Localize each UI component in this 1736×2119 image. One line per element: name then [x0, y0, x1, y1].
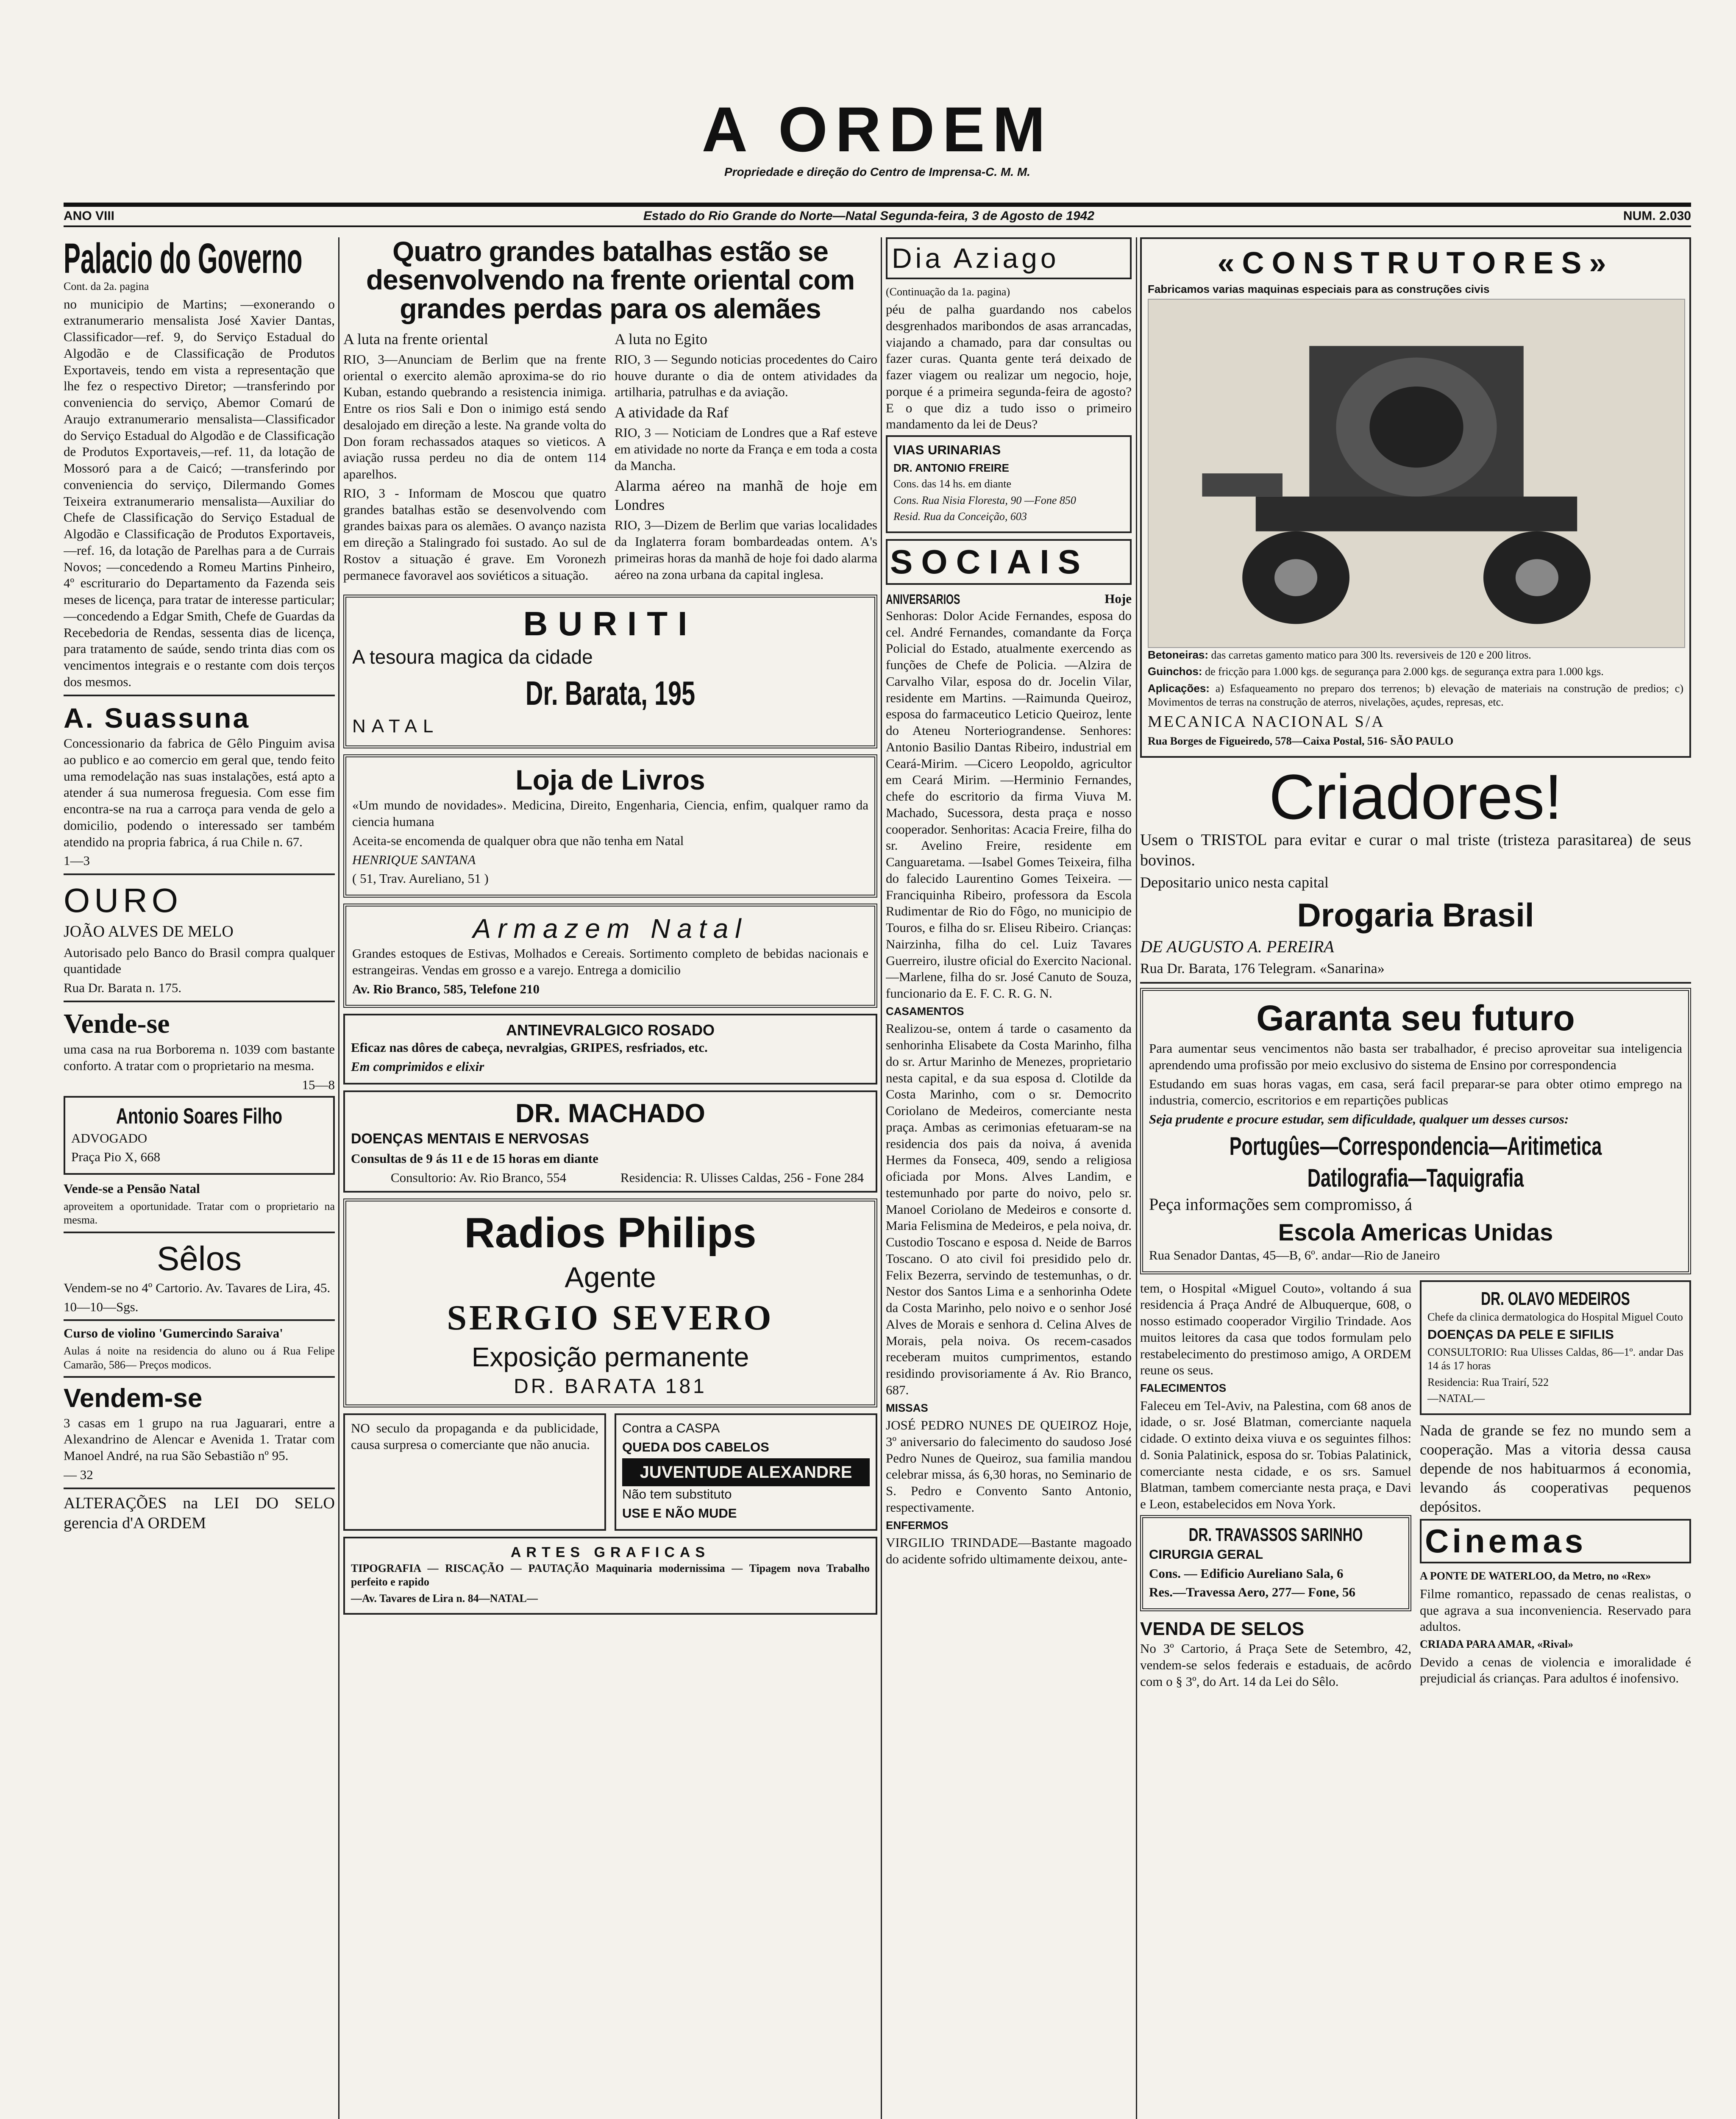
- divider: [1140, 982, 1691, 984]
- masthead: [64, 94, 1691, 179]
- antinevralgico-ad: [343, 1014, 877, 1085]
- mecanica-address: Rua Borges de Figueiredo, 578—Caixa Postal, 516- SÃO PAULO: [1148, 735, 1454, 747]
- venda-selos-text: No 3º Cartorio, á Praça Sete de Setembro, 42, vendem-se selos federais e estaduais, de acôrdo com o § 3º, do Art. 14 da Lei do Sêlo.: [1140, 1641, 1411, 1689]
- juventude-brand: JUVENTUDE ALEXANDRE: [622, 1458, 870, 1486]
- cooperativa-text: Nada de grande se fez no mundo sem a cooperação. Mas a vitoria dessa causa depende de nos habituarmos á economia, levando ás cooperativas pequenos depósitos.: [1420, 1421, 1691, 1515]
- alteracoes-text: ALTERAÇÕES na LEI DO SELO gerencia d'A ORDEM: [64, 1494, 335, 1532]
- olavo-consultorio: CONSULTORIO: Rua Ulisses Caldas, 86—1º. andar Das 14 ás 17 horas: [1427, 1346, 1683, 1372]
- suassuna-headline: A. Suassuna: [64, 702, 250, 734]
- philips-agent-label: Agente: [565, 1261, 656, 1294]
- machado-specialty: DOENÇAS MENTAIS E NERVOSAS: [351, 1131, 589, 1147]
- cinemas-film-2: CRIADA PARA AMAR, «Rival»: [1420, 1638, 1574, 1650]
- drogaria-owner: DE AUGUSTO A. PEREIRA: [1140, 937, 1334, 956]
- divider: [64, 1319, 335, 1321]
- small-ads-row: [343, 1413, 877, 1537]
- aplicacoes-line: [1148, 681, 1683, 709]
- loja-owner: HENRIQUE SANTANA: [352, 852, 476, 867]
- enfermos-label: ENFERMOS: [886, 1518, 949, 1532]
- concrete-mixer-illustration: [1148, 299, 1685, 648]
- garanta-title: Garanta seu futuro: [1256, 998, 1575, 1038]
- divider: [64, 1376, 335, 1378]
- buriti-address: Dr. Barata, 195: [525, 674, 696, 712]
- aziago-continuation: (Continuação da 1a. pagina): [886, 285, 1010, 298]
- guinchos-line: [1148, 665, 1683, 679]
- column-rule: [1136, 237, 1137, 2119]
- missas-text: JOSÉ PEDRO NUNES DE QUEIROZ Hoje, 3º aniversario do falecimento do saudoso José Pedro Nunes de Queiroz, sua familia mandou celebrar missa, ás 6,30 horas, no Seminario de S. Pedro e Convento Santo Antonio, respectivamente.: [886, 1418, 1132, 1515]
- artes-graficas-ad: [343, 1537, 877, 1615]
- antinevralgico-title: ANTINEVRALGICO ROSADO: [506, 1021, 715, 1039]
- propaganda-box: [343, 1413, 606, 1531]
- subhead-london-alarm: Alarma aéreo na manhã de hoje em Londres: [615, 477, 877, 514]
- olavo-city: —NATAL—: [1427, 1392, 1485, 1405]
- criadores-title: Criadores!: [1269, 761, 1562, 832]
- enfermos-text: VIRGILIO TRINDADE—Bastante magoado do acidente sofrido ultimamente deixou, ante-: [886, 1535, 1132, 1566]
- betoneiras-label: Betoneiras:: [1148, 648, 1209, 661]
- subhead-raf: A atividade da Raf: [615, 404, 729, 421]
- divider: [64, 1232, 335, 1233]
- garanta-courses-2: Datilografia—Taquigrafia: [1307, 1163, 1524, 1192]
- ouro-address: Rua Dr. Barata n. 175.: [64, 980, 182, 995]
- philips-exposition: Exposição permanente: [471, 1342, 749, 1373]
- vende-headline: Vende-se: [64, 1008, 170, 1039]
- col4-bottom-left: [1140, 1280, 1411, 1693]
- machado-residencia: Residencia: R. Ulisses Caldas, 256 - Fone 284: [620, 1170, 864, 1185]
- pensao-headline: Vende-se a Pensão Natal: [64, 1181, 200, 1196]
- newspaper-subtitle: Propriedade e direção do Centro de Imprensa-C. M. M.: [724, 165, 1030, 178]
- violino-headline: Curso de violino 'Gumercindo Saraiva': [64, 1326, 283, 1341]
- palacio-text: no municipio de Martins; —exonerando o extranumerario mensalista José Xavier Dantas, Classificador—ref. 9, do Serviço Estadual do Algodão e de Classificação de Produtos Exportaveis, tendo em vista a representação que lhe fez o respectivo Diretor; —transferindo por conveniencia do serviço, Abemor Comarú de Araujo extranumerario mensalista—Classificador do Serviço Estadual do Algodão e de Classificação de Produtos Exportaveis,—ref. 11, da lotação de Mossoró para a de Caicó; —transferindo por conveniencia do serviço, Dilermando Gomes Teixeira extranumerario mensalista—Auxiliar do Chefe de Classificação do Serviço Estadual de Algodão e Classificação de Produtos Exportaveis,—ref. 16, da lotação de Parelhas para a de Currais Novos; —concedendo a Romeu Martins Pinheiro, 4º escriturario do Departamento da Fazenda seis meses de licença, para tratar de interesse particular; —concedendo a Edgar Smith, Chefe de Guardas da Recebedoria de Rendas, sessenta dias de licença, para tratamento de saúde, sendo trinta dias com os vencimentos integrais e o restante com dois terços dos mesmos.: [64, 296, 335, 689]
- casamentos-label: CASAMENTOS: [886, 1004, 964, 1018]
- buriti-title: BURITI: [523, 605, 698, 643]
- volume-label: ANO VIII: [64, 209, 115, 223]
- construtores-title: «CONSTRUTORES»: [1217, 246, 1614, 280]
- selos-ref: 10—10—Sgs.: [64, 1299, 139, 1314]
- ouro-headline: OURO: [64, 882, 182, 919]
- newspaper-page: [64, 25, 1691, 2119]
- artes-title: ARTES GRAFICAS: [510, 1544, 710, 1561]
- col4-bottom-right: [1420, 1280, 1691, 1693]
- guinchos-label: Guinchos:: [1148, 665, 1202, 678]
- column-4: [1140, 237, 1691, 2119]
- artes-address: —Av. Tavares de Lira n. 84—NATAL—: [351, 1592, 538, 1605]
- war-news: [343, 330, 877, 587]
- philips-agent-name: SERGIO SEVERO: [447, 1298, 774, 1338]
- artes-text: TIPOGRAFIA — RISCAÇÃO — PAUTAÇÃO Maquinaria modernissima — Tipagem nova Trabalho perfeito e rapido: [351, 1562, 870, 1588]
- subhead-egypt: A luta no Egito: [615, 330, 707, 348]
- dr-machado-ad: [343, 1090, 877, 1193]
- dateline: [64, 203, 1691, 227]
- divider: [64, 873, 335, 875]
- sociais-text: Senhoras: Dolor Acide Fernandes, esposa do cel. André Fernandes, comandante da Força Policial do Estado, atualmente exercendo as funções de Chefe de Policia. —Alzira de Carvalho Vilar, esposa do dr. Jocelin Vilar, residente em Martins. —Raimunda Queiroz, esposa do farmaceutico Leticio Queiroz, lente do Ateneu Norteriograndense. Senhores: Antonio Basilio Dantas Ribeiro, industrial em Ceará-Mirim. —Cicero Leopoldo, agricultor em Ceará Mirim. —Herminio Fernandes, chefe do escritorio da firma Viuva M. Machado, Sucessora, desta praça e nosso cooperador. Senhoritas: Acacia Freire, filha do sr. Avelino Freire, residente em Canguaretama. —Isabel Gomes Teixeira, filha do falecido Laurentino Gomes Teixeira. —Franciquinha Ribeiro, professora da Escola Rudimentar de Rio do Fôgo, no municipio de Touros, e filha do sr. Eliseu Ribeiro. Crianças: Nairzinha, filha do cel. Luiz Tavares Guerreiro, ilustre oficial do Exercito Nacional. —Marlene, filha do sr. José Canuto de Souza, funcionario da E. F. C. R. G. N.: [886, 608, 1132, 1001]
- machado-title: DR. MACHADO: [515, 1098, 705, 1128]
- cinemas-film-1: A PONTE DE WATERLOO, da Metro, no «Rex»: [1420, 1570, 1651, 1582]
- buriti-tagline: A tesoura magica da cidade: [352, 646, 593, 668]
- palacio-continuation: Cont. da 2a. pagina: [64, 280, 149, 292]
- eastern-front-text: RIO, 3—Anunciam de Berlim que na frente oriental o exercito alemão aproxima-se do rio Kuban, estando quebrando a resistencia inimiga. Entre os rios Sali e Don o inimigo está sendo desalojado em direção a leste. Na grande volta do Don foram rechassados ataques so vieticos. A aviação russa perdeu no dia de ontem 114 aparelhos.: [343, 351, 606, 482]
- garanta-futuro-ad: [1140, 988, 1691, 1274]
- construtores-subtitle: Fabricamos varias maquinas especiais para as construções civis: [1148, 283, 1490, 295]
- mecanica-name: MECANICA NACIONAL S/A: [1148, 712, 1385, 731]
- aziago-text: péu de palha guardando nos cabelos desgrenhados maribondos de asas arrancadas, viajando a chamado, para dar consultas ou fazer curas. Quanta gente terá deixado de fazer viagem ou realizar um negocio, hoje, porque é a primeira segunda-feira de agosto? E o que diz a tudo isso o primeiro mandamento da lei de Deus?: [886, 302, 1132, 432]
- vende-ref: 15—8: [302, 1077, 335, 1092]
- suassuna-text: Concessionario da fabrica de Gêlo Pinguim avisa ao publico e ao comercio em geral que, tendo feito uma remodelação nas suas instalações, está apto a atender á sua numerosa freguesia. Com esse fim encontra-se na rua a carroça para venda de gelo a domicilio, podendo o interessado ser também atendido na propria fabrica, á rua Chile n. 67.: [64, 736, 335, 849]
- sociais-title-box: [886, 539, 1132, 585]
- sarinho-consultorio: Cons. — Edificio Aureliano Sala, 6: [1149, 1566, 1344, 1581]
- cinemas-review-1: Filme romantico, repassado de cenas realistas, o que agrava a sua inconveniencia. Reservado para adultos.: [1420, 1586, 1691, 1634]
- vias-urinarias-ad: [886, 435, 1132, 533]
- newspaper-title: A ORDEM: [701, 94, 1053, 165]
- venda-selos-title: VENDA DE SELOS: [1140, 1618, 1305, 1639]
- vendem-headline: Vendem-se: [64, 1384, 203, 1413]
- armazem-title: Armazem Natal: [473, 913, 748, 944]
- sociais-headline: SOCIAIS: [890, 542, 1089, 581]
- loja-text-2: Aceita-se encomenda de qualquer obra que não tenha em Natal: [352, 833, 684, 848]
- aplicacoes-label: Aplicações:: [1148, 681, 1210, 695]
- olavo-specialty: DOENÇAS DA PELE E SIFILIS: [1427, 1327, 1614, 1342]
- selos-text: Vendem-se no 4º Cartorio. Av. Tavares de Lira, 45.: [64, 1280, 331, 1295]
- philips-address: DR. BARATA 181: [514, 1375, 707, 1398]
- philips-title: Radios Philips: [464, 1209, 757, 1257]
- armazem-ad: [343, 904, 877, 1008]
- cinemas-review-2: Devido a cenas de violencia e imoralidade é prejudicial ás crianças. Para adultos é inofensivo.: [1420, 1654, 1691, 1686]
- drogaria-address: Rua Dr. Barata, 176 Telegram. «Sanarina»: [1140, 960, 1385, 976]
- divider: [64, 1488, 335, 1489]
- betoneiras-line: [1148, 648, 1683, 662]
- garanta-text-2: Estudando em suas horas vagas, em casa, será facil preparar-se para obter otimo emprego na industria, comercio, escritorios e em repartições publicas: [1149, 1076, 1682, 1108]
- aniversarios-hoje: Hoje: [1104, 591, 1132, 606]
- vias-consultorio: Cons. Rua Nisia Floresta, 90 —Fone 850: [893, 494, 1076, 506]
- cinemas-title-box: [1420, 1519, 1691, 1564]
- machado-addresses: [351, 1170, 870, 1186]
- sarinho-title: DR. TRAVASSOS SARINHO: [1188, 1524, 1363, 1545]
- eastern-front-text-2: RIO, 3 - Informam de Moscou que quatro grandes batalhas estão se desenvolvendo com grandes baixas para os alemães. O avanço nazista em direção a Stalingrado foi sustado. Ao sul de Rostov a situação é grave. Em Voronezh permanece favoravel aos soviéticos a situação.: [343, 485, 606, 583]
- radios-philips-ad: [343, 1199, 877, 1407]
- raf-text: RIO, 3 — Noticiam de Londres que a Raf esteve em atividade no norte da França e em toda a costa da Mancha.: [615, 425, 877, 473]
- vias-residencia: Resid. Rua da Conceição, 603: [893, 510, 1027, 523]
- antonio-name: Antonio Soares Filho: [116, 1104, 283, 1129]
- buriti-ad: [343, 595, 877, 748]
- casamentos-text: Realizou-se, ontem á tarde o casamento da senhorinha Elisabete da Costa Marinho, filha do sr. Artur Marinho de Menezes, proprietario nesta capital, e da sua esposa d. Clotilde da Costa Marinho, com o sr. Democrito Coriolano de Medeiros, comerciante nesta praça. Ambas as cerimonias efetuaram-se na residencia dos pais da noiva, á avenida Hermes da Fonseca, 409, sendo a religiosa oficiada por Mons. Alves Landim, e testemunhado por parte do noivo, pelo sr. Manoel Coriolano de Medeiros e consorte d. Maria Felismina de Medeiros, e pela noiva, dr. Custodio Toscano e esposa d. Neide de Barros Toscano. O ato civil foi presidido pelo dr. Felix Bezerra, servindo de testemunhas, o dr. Nestor dos Santos Lima e a senhorinha Odete da Costa Marinho, pelo noivo e o senhor José Alves de Morais e senhora d. Celina Alves de Morais, pela noiva. Os recem-casados receberam muitos cumprimentos, estando residindo provisoriamente á Av. Rio Branco, 687.: [886, 1021, 1132, 1397]
- olavo-residencia: Residencia: Rua Trairí, 522: [1427, 1376, 1549, 1388]
- aniversarios-row: [886, 591, 1132, 608]
- escola-address: Rua Senador Dantas, 45—B, 6º. andar—Rio de Janeiro: [1149, 1247, 1440, 1263]
- caspa-line-4: USE E NÃO MUDE: [622, 1505, 737, 1521]
- armazem-address: Av. Rio Branco, 585, Telefone 210: [352, 981, 540, 996]
- war-news-left: [343, 330, 606, 587]
- vias-hours: Cons. das 14 hs. em diante: [893, 478, 1012, 490]
- column-rule: [881, 237, 882, 2119]
- sarinho-specialty: CIRURGIA GERAL: [1149, 1546, 1263, 1562]
- juventude-ad: [615, 1413, 877, 1531]
- garanta-text-3: Seja prudente e procure estudar, sem dificuldade, qualquer um desses cursos:: [1149, 1112, 1569, 1126]
- col4-bottom: [1140, 1280, 1691, 1693]
- column-1: [64, 237, 335, 2119]
- falecimentos-text: Faleceu em Tel-Aviv, na Palestina, com 68 anos de idade, o sr. José Blatman, comerciante naquela cidade. O extinto deixa viuva e os seguintes filhos: d. Sonia Palatinick, esposa do sr. Tobias Palatinick, comerciante nesta cidade, e os srs. Samuel Blatman, tambem comerciante nesta praça, e Davi e Leon, estabelecidos em Nova York.: [1140, 1398, 1411, 1511]
- machado-hours: Consultas de 9 ás 11 e de 15 horas em diante: [351, 1151, 598, 1166]
- loja-title: Loja de Livros: [515, 764, 705, 795]
- egypt-text: RIO, 3 — Segundo noticias procedentes do Cairo houve durante o dia de ontem atividades da artilharia, patrulhas e da aviação.: [615, 351, 877, 400]
- construtores-ad: [1140, 237, 1691, 758]
- aniversarios-label: ANIVERSARIOS: [886, 591, 960, 607]
- concrete-mixer-drawing: [1149, 300, 1684, 647]
- escola-name: Escola Americas Unidas: [1278, 1218, 1553, 1246]
- divider: [64, 1001, 335, 1002]
- loja-address: ( 51, Trav. Aureliano, 51 ): [352, 871, 489, 886]
- garanta-courses-1: Portugûes—Correspondencia—Aritimetica: [1229, 1132, 1602, 1160]
- london-alarm-text: RIO, 3—Dizem de Berlim que varias localidades da Inglaterra foram bombardeadas ontem. A's primeiras horas da manhã de hoje foi dado alarma aéreo na zona urbana da capital inglesa.: [615, 517, 877, 582]
- issue-number: NUM. 2.030: [1623, 209, 1691, 223]
- falecimentos-label: FALECIMENTOS: [1140, 1382, 1227, 1394]
- column-2: [343, 237, 877, 2119]
- cinemas-title: Cinemas: [1425, 1522, 1587, 1560]
- ouro-text: Autorisado pelo Banco do Brasil compra qualquer quantidade: [64, 945, 335, 976]
- violino-text: Aulas á noite na residencia do aluno ou á Rua Felipe Camarão, 586— Preços modicos.: [64, 1345, 335, 1371]
- antonio-title: ADVOGADO: [71, 1130, 147, 1146]
- armazem-text: Grandes estoques de Estivas, Molhados e Cereais. Sortimento completo de bebidas nacionais e estrangeiras. Vendas em grosso e a varejo. Entrega a domicilio: [352, 946, 868, 977]
- vende-text: uma casa na rua Borborema n. 1039 com bastante conforto. A tratar com o proprietario na mesma.: [64, 1042, 335, 1073]
- vendem-text: 3 casas em 1 grupo na rua Jaguarari, entre a Alexandrino de Alencar e Avenida 1. Tratar com Manoel André, na rua São Sebastião nº 95.: [64, 1415, 335, 1463]
- antinevralgico-text-2: Em comprimidos e elixir: [351, 1059, 484, 1074]
- guinchos-text: de fricção para 1.000 kgs. de segurança para 2.000 kgs. de segurança extra para 1.000 kgs.: [1205, 665, 1604, 678]
- buriti-city: NATAL: [352, 715, 440, 737]
- palacio-headline: Palacio do Governo: [64, 237, 303, 282]
- column-rule: [338, 237, 339, 2119]
- caspa-line-3: Não tem substituto: [622, 1486, 732, 1502]
- vias-doctor: DR. ANTONIO FREIRE: [893, 461, 1010, 474]
- dr-sarinho-ad: [1140, 1515, 1411, 1611]
- vendem-ref: — 32: [64, 1467, 93, 1482]
- antinevralgico-text: Eficaz nas dôres de cabeça, nevralgias, GRIPES, resfriados, etc.: [351, 1040, 708, 1055]
- column-3: [886, 237, 1132, 2119]
- caspa-line-2: QUEDA DOS CABELOS: [622, 1440, 769, 1455]
- garanta-text-4: Peça informações sem compromisso, á: [1149, 1194, 1412, 1214]
- missas-label: MISSAS: [886, 1401, 928, 1414]
- machado-consultorio: Consultorio: Av. Rio Branco, 554: [390, 1170, 567, 1185]
- vias-title: VIAS URINARIAS: [893, 442, 1001, 457]
- ouro-owner: JOÃO ALVES DE MELO: [64, 923, 234, 940]
- issue-date: Estado do Rio Grande do Norte—Natal Segunda-feira, 3 de Agosto de 1942: [643, 209, 1094, 223]
- sarinho-residencia: Res.—Travessa Aero, 277— Fone, 56: [1149, 1585, 1356, 1600]
- subhead-eastern-front: A luta na frente oriental: [343, 330, 488, 348]
- dr-olavo-ad: [1420, 1280, 1691, 1415]
- loja-livros-ad: [343, 754, 877, 898]
- divider: [64, 695, 335, 696]
- criadores-text: Usem o TRISTOL para evitar e curar o mal triste (tristeza parasitarea) de seus bovinos.: [1140, 831, 1691, 869]
- main-headline: Quatro grandes batalhas estão se desenvolvendo na frente oriental com grandes perdas para os alemães: [366, 237, 855, 324]
- suassuna-ref: 1—3: [64, 853, 90, 868]
- selos-headline: Sêlos: [156, 1239, 242, 1277]
- criadores-ad: [1140, 761, 1691, 978]
- olavo-subtitle: Chefe da clinica dermatologica do Hospital Miguel Couto: [1427, 1310, 1683, 1323]
- betoneiras-text: das carretas gamento matico para 300 lts. reversiveis de 120 e 200 litros.: [1211, 648, 1531, 661]
- caspa-line-1: Contra a CASPA: [622, 1421, 720, 1436]
- olavo-title: DR. OLAVO MEDEIROS: [1481, 1288, 1630, 1309]
- criadores-depositario: Depositario unico nesta capital: [1140, 874, 1329, 891]
- war-news-right: [615, 330, 877, 587]
- pensao-text: aproveitem a oportunidade. Tratar com o proprietario na mesma.: [64, 1200, 335, 1226]
- garanta-text-1: Para aumentar seus vencimentos não basta ser trabalhador, é preciso aproveitar sua inteligencia aprendendo uma profissão por meio exclusivo do sistema de Ensino por correspondencia: [1149, 1041, 1682, 1072]
- drogaria-name: Drogaria Brasil: [1297, 896, 1534, 934]
- dia-aziago-title-box: [886, 237, 1132, 279]
- loja-text: «Um mundo de novidades». Medicina, Direito, Engenharia, Ciencia, enfim, qualquer ramo da ciencia humana: [352, 798, 868, 829]
- propaganda-text: NO seculo da propaganda e da publicidade, causa surpresa o comerciante que não anucia.: [351, 1421, 598, 1452]
- antonio-soares-ad: [64, 1096, 335, 1175]
- antonio-address: Praça Pio X, 668: [71, 1149, 161, 1165]
- aplicacoes-text: a) Esfaqueamento no preparo dos terrenos; b) elevação de materiais na construção de predios; c) Movimentos de terras na construção de aterros, nivelações, açudes, represas, etc.: [1148, 682, 1684, 708]
- aziago-headline: Dia Aziago: [892, 242, 1060, 274]
- hospital-text: tem, o Hospital «Miguel Couto», voltando á sua residencia á Praça André de Albuquerque, 608, o nosso estimado cooperador Virgilio Trindade. Aos muitos leitores da casa que todos formulam pelo restabelecimento do prestimoso amigo, A ORDEM reune os seus.: [1140, 1280, 1411, 1378]
